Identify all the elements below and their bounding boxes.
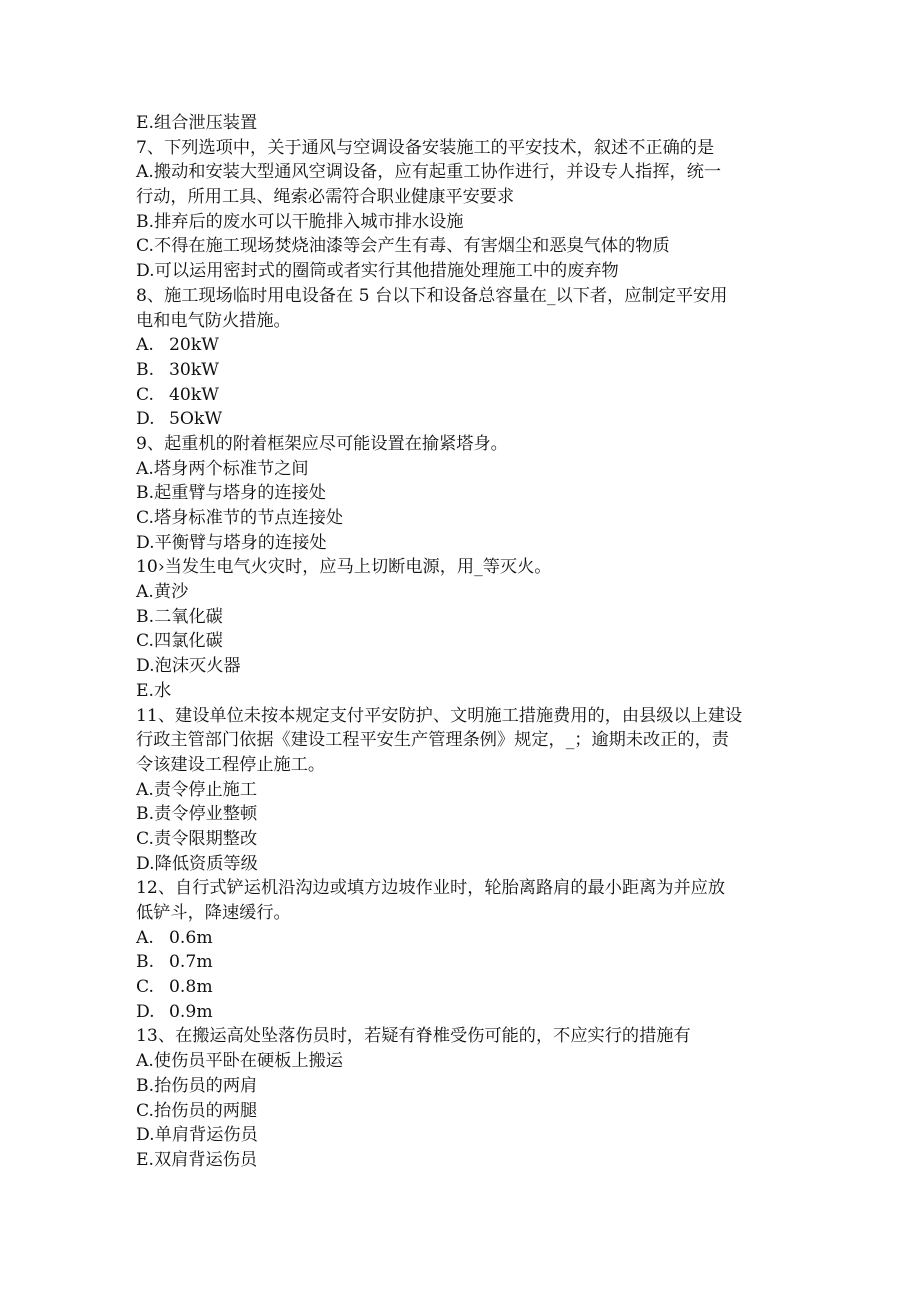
option-d [136, 407, 776, 432]
option-text: 40kW [169, 384, 219, 405]
option-text: 0.9m [169, 1001, 213, 1022]
option-b: B.二氧化碳 [136, 606, 223, 627]
option-a: A.使伤员平卧在硬板上搬运 [136, 1051, 343, 1072]
document-page [136, 111, 776, 1173]
option-e: E.水 [136, 680, 172, 701]
option-text: 20kW [169, 335, 219, 356]
option-label: A. [136, 927, 154, 948]
option-label: D. [136, 1001, 155, 1022]
question-12 [136, 876, 776, 1024]
option-c: C.抬伤员的两腿 [136, 1100, 258, 1121]
option-text: 30kW [169, 359, 219, 380]
option-text: 5OkW [169, 409, 223, 430]
option-label: A. [136, 335, 154, 356]
option-label: C. [136, 384, 155, 405]
option-d: D.降低资质等级 [136, 853, 258, 874]
option-b: B.起重臂与塔身的连接处 [136, 483, 326, 504]
question-stem-line-2: 低铲斗，降速缓行。 [136, 903, 291, 923]
question-stem: 13、在搬运高处坠落伤员时，若疑有脊椎受伤可能的，不应实行的措施有 [136, 1026, 691, 1047]
option-d: D.可以运用密封式的圈筒或者实行其他措施处理施工中的废弃物 [136, 261, 619, 282]
option-label: B. [136, 359, 155, 380]
option-d: D.单肩背运伤员 [136, 1125, 258, 1146]
question-7 [136, 136, 776, 284]
option-c: C.责令限期整改 [136, 828, 258, 849]
question-9 [136, 432, 776, 555]
option-c [136, 975, 776, 1000]
option-d: D.泡沫灭火器 [136, 656, 241, 677]
option-label: B. [136, 952, 155, 973]
question-stem: 9、起重机的附着框架应尽可能设置在揄紧塔身。 [136, 433, 508, 454]
option-b: B.责令停业整顿 [136, 804, 258, 825]
option-d [136, 1000, 776, 1025]
option-a-line-1: A.搬动和安装大型通风空调设备，应有起重工协作进行，并设专人指挥，统一 [136, 162, 722, 183]
option-a: A.责令停止施工 [136, 779, 258, 800]
question-stem: 10›当发生电气火灾时，应马上切断电源，用_等灭火。 [136, 557, 552, 578]
option-text: 0.7m [169, 952, 213, 973]
option-a: A.黄沙 [136, 582, 189, 603]
option-label: C. [136, 977, 155, 998]
option-a-line-2: 行动，所用工具、绳索必需符合职业健康平安要求 [136, 187, 515, 208]
option-a [136, 333, 776, 358]
option-text: 0.6m [169, 927, 213, 948]
question-stem-line-3: 令该建设工程停止施工。 [136, 754, 326, 775]
question-stem-line-2: 行政主管部门依据《建设工程平安生产管理条例》规定，_；逾期未改正的，责 [136, 730, 729, 751]
question-stem-line-2: 电和电气防火措施。 [136, 310, 291, 331]
option-c: C.不得在施工现场焚烧油漆等会产生有毒、有害烟尘和恶臭气体的物质 [136, 236, 670, 257]
question-stem-line-1: 12、自行式铲运机沿沟边或填方边坡作业时，轮胎离路肩的最小距离为并应放 [136, 878, 726, 899]
option-b: B.排弃后的废水可以干脆排入城市排水设施 [136, 211, 464, 232]
option-d: D.平衡臂与塔身的连接处 [136, 532, 327, 553]
option-label: D. [136, 409, 155, 430]
option-b [136, 950, 776, 975]
option-e: E.双肩背运伤员 [136, 1149, 258, 1170]
question-stem-line-1: 11、建设单位未按本规定支付平安防护、文明施工措施费用的，由县级以上建设 [136, 705, 743, 726]
option-b [136, 358, 776, 383]
option-a: A.塔身两个标准节之间 [136, 458, 309, 479]
question-stem: 7、下列选项中，关于通风与空调设备安装施工的平安技术，叙述不正确的是 [136, 137, 715, 158]
question-13 [136, 1024, 776, 1172]
question-11 [136, 704, 776, 877]
question-8 [136, 284, 776, 432]
option-text: 0.8m [169, 977, 213, 998]
q6-option-e: E.组合泄压装置 [136, 113, 258, 133]
option-b: B.抬伤员的两肩 [136, 1075, 258, 1096]
question-10 [136, 555, 776, 703]
option-c: C.塔身标准节的节点连接处 [136, 508, 344, 528]
option-a [136, 926, 776, 951]
option-c: C.四氯化碳 [136, 631, 223, 652]
option-c [136, 383, 776, 408]
question-stem-line-1: 8、施工现场临时用电设备在 5 台以下和设备总容量在_以下者，应制定平安用 [136, 285, 728, 306]
